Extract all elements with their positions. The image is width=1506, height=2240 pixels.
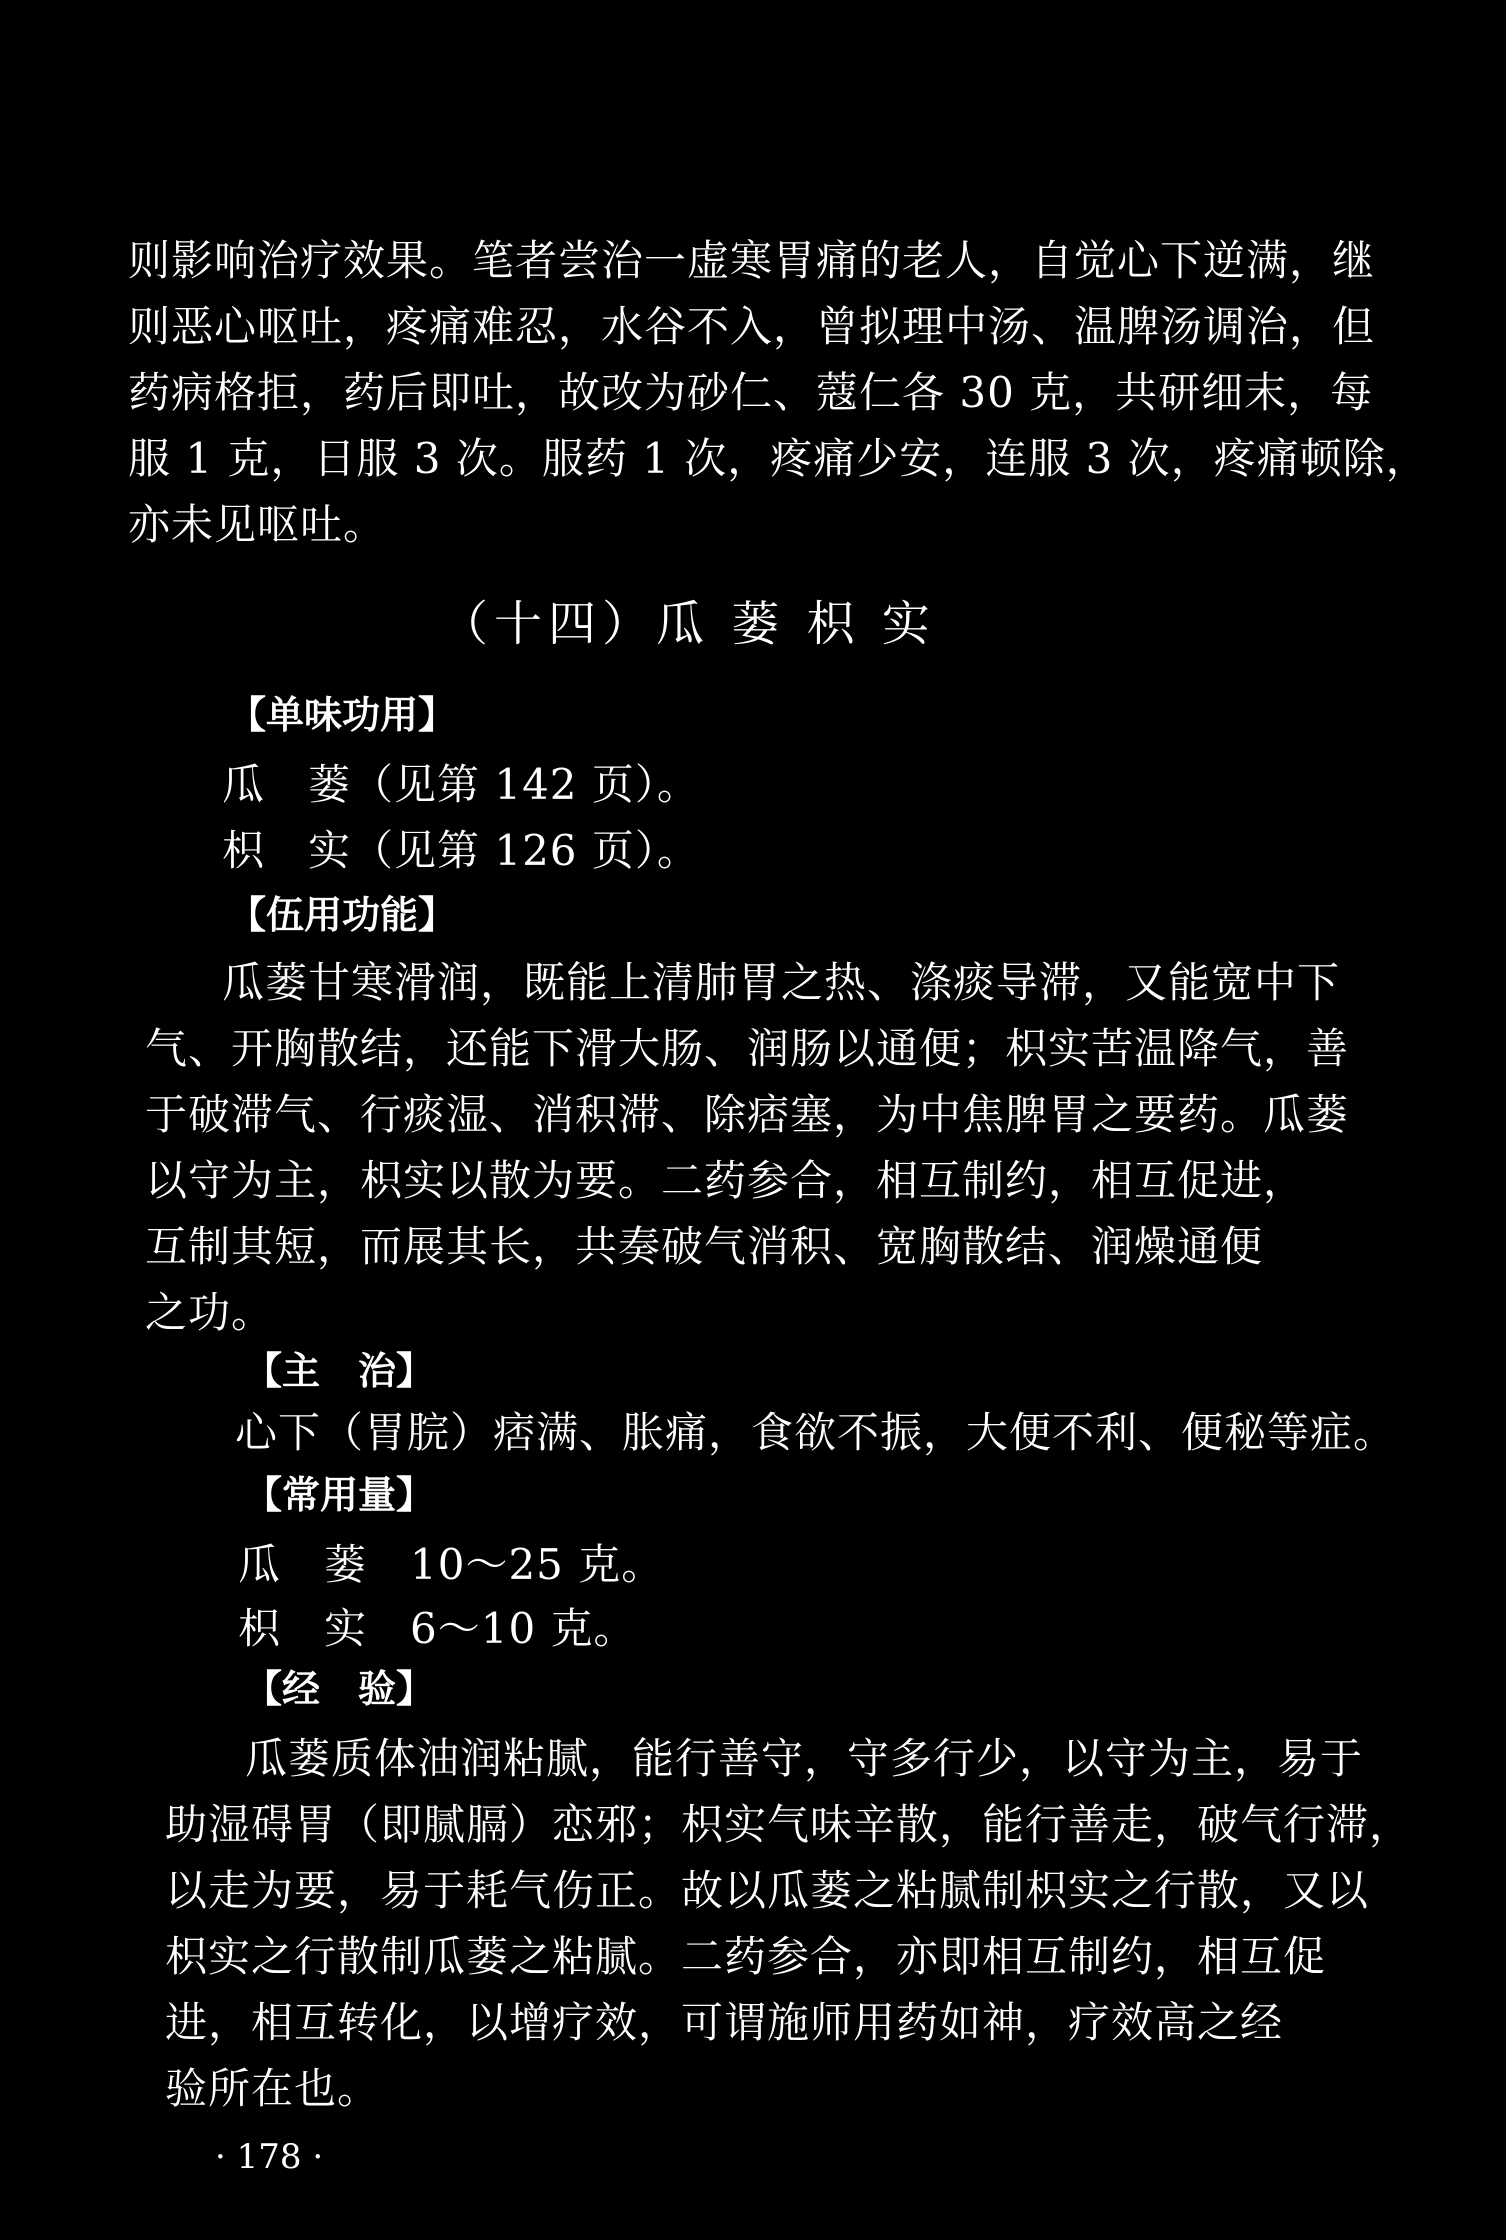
dosage-line-1: 瓜 蒌 10～25 克。 (238, 1540, 665, 1589)
combined-use-label: 【伍用功能】 (228, 893, 457, 937)
experience-line-3: 以走为要，易于耗气伤正。故以瓜蒌之粘腻制枳实之行散，又以 (165, 1866, 1370, 1915)
combined-use-line-6: 之功。 (145, 1288, 275, 1337)
single-use-label: 【单味功用】 (228, 693, 457, 737)
experience-line-4: 枳实之行散制瓜蒌之粘腻。二药参合，亦即相互制约，相互促 (165, 1932, 1327, 1981)
single-use-line-1: 瓜 蒌（见第 142 页）。 (222, 760, 700, 809)
combined-use-line-4: 以守为主，枳实以散为要。二药参合，相互制约，相互促进， (145, 1156, 1307, 1205)
dosage-line-2: 枳 实 6～10 克。 (238, 1604, 637, 1653)
indications-line-1: 心下（胃脘）痞满、胀痛，食欲不振，大便不利、便秘等症。 (235, 1408, 1397, 1457)
dosage-label: 【常用量】 (244, 1473, 435, 1517)
page-number: · 178 · (215, 2137, 324, 2177)
paragraph-1-line-1: 则影响治疗效果。笔者尝治一虚寒胃痛的老人，自觉心下逆满，继 (128, 236, 1376, 285)
combined-use-line-5: 互制其短，而展其长，共奏破气消积、宽胸散结、润燥通便 (145, 1222, 1264, 1271)
experience-label: 【经 验】 (244, 1667, 435, 1711)
experience-line-6: 验所在也。 (165, 2064, 381, 2113)
paragraph-1-line-3: 药病格拒，药后即吐，故改为砂仁、蔻仁各 30 克，共研细末，每 (128, 368, 1374, 417)
experience-line-1: 瓜蒌质体油润粘腻，能行善守，守多行少，以守为主，易于 (245, 1734, 1364, 1783)
paragraph-1-line-2: 则恶心呕吐，疼痛难忍，水谷不入，曾拟理中汤、温脾汤调治，但 (128, 302, 1376, 351)
paragraph-1-line-5: 亦未见呕吐。 (128, 500, 387, 549)
experience-line-5: 进，相互转化，以增疗效，可谓施师用药如神，疗效高之经 (165, 1998, 1284, 2047)
indications-label: 【主 治】 (244, 1349, 435, 1393)
experience-line-2: 助湿碍胃（即腻膈）恋邪；枳实气味辛散，能行善走，破气行滞， (165, 1800, 1413, 1849)
combined-use-line-3: 于破滞气、行痰湿、消积滞、除痞塞，为中焦脾胃之要药。瓜蒌 (145, 1090, 1350, 1139)
combined-use-line-2: 气、开胸散结，还能下滑大肠、润肠以通便；枳实苦温降气，善 (145, 1024, 1350, 1073)
single-use-line-2: 枳 实（见第 126 页）。 (222, 826, 700, 875)
combined-use-line-1: 瓜蒌甘寒滑润，既能上清肺胃之热、涤痰导滞，又能宽中下 (222, 958, 1341, 1007)
section-title: （十四）瓜 蒌 枳 实 (440, 596, 936, 652)
paragraph-1-line-4: 服 1 克，日服 3 次。服药 1 次，疼痛少安，连服 3 次，疼痛顿除， (128, 434, 1429, 483)
